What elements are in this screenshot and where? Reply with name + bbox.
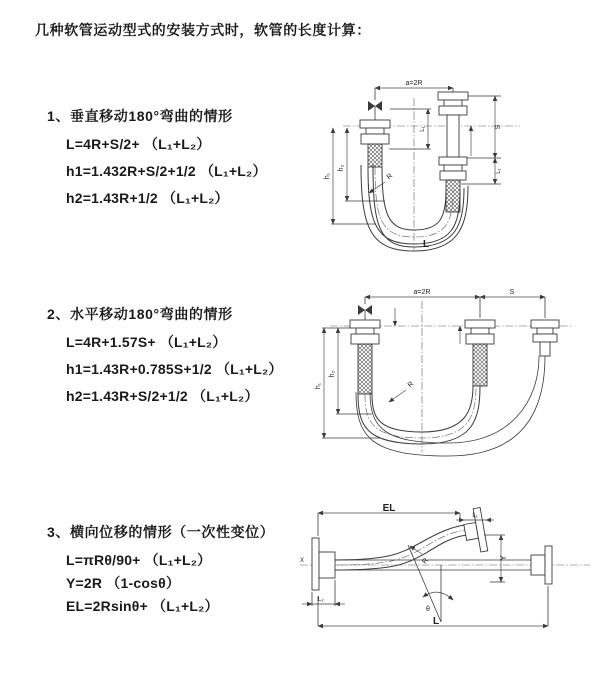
dim-label-r: R <box>385 172 395 182</box>
diagram-horizontal-180-bend <box>310 286 592 458</box>
formula-l: L=πRθ/90+ （L₁+L₂） <box>66 552 212 568</box>
dim-label-a2r: a=2R <box>405 80 423 87</box>
dimension-l1-left <box>389 109 431 149</box>
formula-y: Y=2R （1-cosθ） <box>66 575 181 591</box>
section-lateral-displacement <box>47 522 274 621</box>
formula-el: EL=2Rsinθ+ （L₁+L₂） <box>66 598 219 614</box>
valve-icon <box>368 101 382 120</box>
hose-u-bend-position1 <box>358 386 480 444</box>
dimension-y <box>484 535 508 582</box>
dim-label-l1-right: L₁ <box>496 168 502 174</box>
dim-label-h1: h₁ <box>324 172 331 180</box>
right-flange-original <box>531 546 552 584</box>
dim-label-l: L <box>423 239 430 250</box>
radius-callout <box>410 546 430 565</box>
dim-label-s: S <box>495 124 502 130</box>
formula-l: L=4R+1.57S+ （L₁+L₂） <box>66 334 227 350</box>
section-2-heading: 2、水平移动180°弯曲的情形 <box>47 306 233 322</box>
dim-label-h1: h₁ <box>315 382 322 390</box>
formula-l: L=4R+S/2+ （L₁+L₂） <box>66 136 211 152</box>
dimension-l2 <box>302 580 345 606</box>
dim-label-s: S <box>509 289 515 296</box>
hose-u-bend-position2 <box>356 356 545 456</box>
formula-h1: h1=1.43R+0.785S+1/2 （L₁+L₂） <box>66 361 283 377</box>
dimension-el <box>318 503 460 536</box>
dim-label-a2r: a=2R <box>413 289 431 296</box>
diagram-lateral-displacement <box>298 500 596 642</box>
left-hose-end <box>360 120 390 167</box>
hose-displaced-s-curve <box>335 525 467 570</box>
valve-icon <box>358 305 372 320</box>
moving-hose-end-position1 <box>465 320 495 386</box>
dim-label-el: EL <box>382 503 396 514</box>
page-title: 几种软管运动型式的安装方式时，软管的长度计算： <box>35 22 371 38</box>
dim-label-r: R <box>421 557 431 566</box>
left-flange <box>312 538 335 590</box>
diagram-vertical-180-bend <box>313 76 550 254</box>
section-horizontal-movement <box>47 304 283 415</box>
formula-h2: h2=1.43R+1/2 （L₁+L₂） <box>66 190 229 206</box>
moving-hose-end-position2 <box>531 320 559 356</box>
angle-theta <box>408 545 453 622</box>
section-1-heading: 1、垂直移动180°弯曲的情形 <box>47 108 233 124</box>
dim-label-h2: h₂ <box>338 164 345 172</box>
fixed-hose-end <box>350 320 380 394</box>
formula-h2: h2=1.43R+S/2+1/2 （L₁+L₂） <box>66 388 259 404</box>
dim-label-l: L <box>432 616 440 627</box>
dim-label-y: Y <box>499 555 508 561</box>
dim-label-l1: L₁ <box>472 513 478 519</box>
dim-label-theta: θ <box>426 606 430 613</box>
radius-callout <box>389 381 415 402</box>
dimension-l1 <box>456 513 494 520</box>
dim-label-h2: h₂ <box>329 370 336 378</box>
formula-h1: h1=1.432R+S/2+1/2 （L₁+L₂） <box>66 163 267 179</box>
dim-label-l2: L₂ <box>318 597 324 603</box>
dim-label-l1: L₁ <box>420 126 426 132</box>
axis-mark: X <box>300 558 305 564</box>
dimension-a2r <box>365 289 545 318</box>
dim-label-r: R <box>406 380 416 390</box>
section-vertical-movement <box>47 106 267 217</box>
section-3-heading: 3、横向位移的情形（一次性变位） <box>47 524 275 540</box>
